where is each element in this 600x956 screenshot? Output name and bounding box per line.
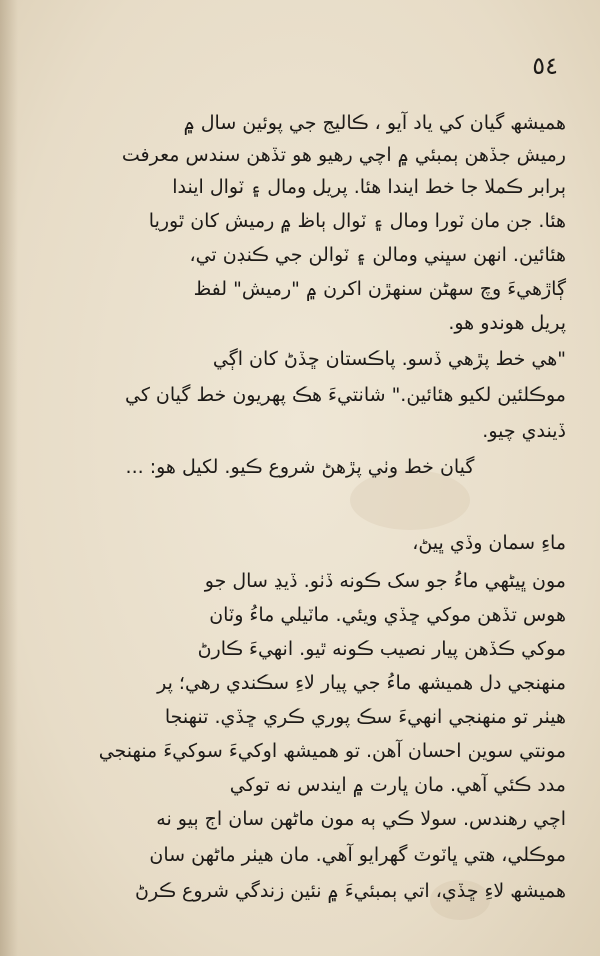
text-line: گيان خط وٺي پڙهڻ شروع ڪيو. لکيل هو: ... (125, 456, 475, 478)
text-line: هئائين. انهن سڀني ومالن ۽ ٽوالن جي ڪنڊن تي، (189, 244, 566, 266)
text-line: موکي ڪڏهن پيار نصيب ڪونه ٿيو. انهيءَ ڪارڻ (197, 638, 566, 660)
text-line: هوس تڏهن موکي ڇڏي ويئي. ماٽيلي ماءُ وٽان (209, 604, 566, 626)
text-line: مدد ڪئي آهي. مان ڀارت ۾ ايندس نه توکي (229, 774, 566, 796)
text-line: ٻرابر ڪملا جا خط ايندا هئا. پريل ومال ۽ ٽوال ايندا (172, 176, 566, 198)
text-line: پريل هوندو هو. (448, 312, 566, 334)
text-line: مونتي سوين احسان آهن. تو هميشھ اوکيءَ سوکيءَ منهنجي (98, 740, 566, 762)
text-line: "هي خط پڙهي ڏسو. پاڪستان ڇڏڻ کان اڳي (212, 348, 566, 370)
text-line: اچي رهندس. سولا ڪي ٻه مون ماڻهن سان اڄ ٻيو نه (156, 808, 566, 830)
text-line: هميشھ لاءِ ڇڏي، اتي ٻمبئيءَ ۾ نئين زندگي شروع ڪرڻ (135, 880, 566, 902)
page-number: ٥٤ (532, 52, 558, 80)
text-line: هميشھ گيان کي ياد آيو ، ڪاليج جي پوئين سال ۾ (183, 112, 566, 134)
text-line: مون ڀيڻهي ماءُ جو سک ڪونه ڏٺو. ڏيڍ سال جو (204, 570, 566, 592)
text-line: رميش جڏهن ٻمبئي ۾ اچي رهيو هو تڏهن سندس معرفت (121, 144, 566, 166)
text-line: هيٺر تو منهنجي انهيءَ سڪ پوري ڪري ڇڏي. تنهنجا (164, 706, 566, 728)
text-line: هئا. جن مان ٽورا ومال ۽ ٽوال ٻاظ ۾ رميش کان ٿوريا (148, 210, 566, 232)
text-line: ڏيندي چيو. (482, 420, 566, 442)
text-line: موڪلي، هتي ڀاٽوٽ گهرايو آهي. مان هيٺر ماڻهن سان (149, 844, 566, 866)
text-line: منهنجي دل هميشھ ماءُ جي پيار لاءِ سڪندي رهي؛ پر (157, 672, 566, 694)
text-line: موڪلئين لکيو هئائين." شانتيءَ هڪ پهريون خط گيان کي (125, 384, 566, 406)
letter-salutation: ماءِ سمان وڏي ڀيڻ، (412, 532, 566, 554)
text-line: ڳاڙهيءَ وچ سهڻن سنهڙن اکرن ۾ "رميش" لفظ (193, 278, 566, 300)
